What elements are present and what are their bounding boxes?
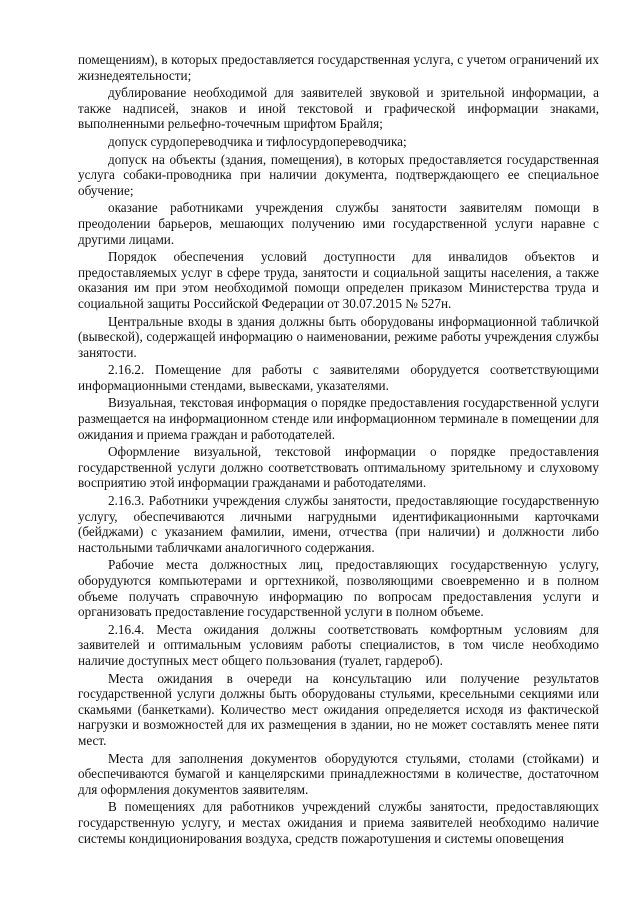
paragraph-form-filling-places: Места для заполнения документов оборудуются стульями, столами (стойками) и обеспечиваются бумагой и канцелярскими принадлежностями в количестве, достаточном для оформления документов заявителям. xyxy=(78,750,599,797)
paragraph-accessibility-order: Порядок обеспечения условий доступности для инвалидов объектов и предоставляемых услуг в сфере труда, занятости и социальной защиты населения, а также оказания им при этом необходимой помощи определен приказом Министерства труда и социальной защиты Российской Федерации от 30.07.2015 № 527н. xyxy=(78,249,599,311)
paragraph-sign-interpreter: допуск сурдопереводчика и тифлосурдопереводчика; xyxy=(108,133,407,149)
paragraph-2-16-4: 2.16.4. Места ожидания должны соответствовать комфортным условиям для заявителей и оптимальным условиям работы специалистов, в том числе необходимо наличие доступных мест общего пользования (туалет, гардероб). xyxy=(78,621,599,668)
paragraph-visual-info: Визуальная, текстовая информация о порядке предоставления государственной услуги размещается на информационном стенде или информационном терминале в помещении для ожидания и приема граждан и работодателей. xyxy=(78,395,599,442)
paragraph-assistance: оказание работниками учреждения службы занятости заявителям помощи в преодолении барьеров, мешающих получению ими государственной услуги наравне с другими лицами. xyxy=(78,200,599,247)
paragraph-entrances: Центральные входы в здания должны быть оборудованы информационной табличкой (вывеской), содержащей информацию о наименовании, режиме работы учреждения службы занятости. xyxy=(78,313,599,360)
paragraph-continuation: помещениям), в которых предоставляется государственная услуга, с учетом ограничений их жизнедеятельности; xyxy=(78,52,599,83)
paragraph-2-16-2: 2.16.2. Помещение для работы с заявителями оборудуется соответствующими информационными стендами, вывесками, указателями. xyxy=(78,362,599,393)
document-page xyxy=(78,52,599,848)
paragraph-info-design: Оформление визуальной, текстовой информации о порядке предоставления государственной услуги должно соответствовать оптимальному зрительному и слуховому восприятию этой информации гражданами и работодателями. xyxy=(78,444,599,491)
paragraph-waiting-places: Места ожидания в очереди на консультацию или получение результатов государственной услуги должны быть оборудованы стульями, кресельными секциями или скамьями (банкетками). Количество мест ожидания определяется исходя из фактической нагрузки и возможностей для их размещения в здании, но не может составлять менее пяти мест. xyxy=(78,670,599,748)
paragraph-braille-duplication: дублирование необходимой для заявителей звуковой и зрительной информации, а также надписей, знаков и иной текстовой и графической информации знаками, выполненными рельефно-точечным шрифтом Брайля; xyxy=(78,85,599,132)
paragraph-workplaces: Рабочие места должностных лиц, предоставляющих государственную услугу, оборудуются компьютерами и оргтехникой, позволяющими своевременно и в полном объеме получать справочную информацию по вопросам предоставления услуги и организовать предоставление государственной услуги в полном объеме. xyxy=(78,557,599,620)
paragraph-2-16-3: 2.16.3. Работники учреждения службы занятости, предоставляющие государственную услугу, обеспечиваются личными нагрудными идентификационными карточками (бейджами) с указанием фамилии, имени, отчества (при наличии) и должности либо настольными табличками аналогичного содержания. xyxy=(78,493,599,555)
paragraph-guide-dog: допуск на объекты (здания, помещения), в которых предоставляется государственная услуга собаки-проводника при наличии документа, подтверждающего ее специальное обучение; xyxy=(78,151,599,198)
paragraph-premises-systems: В помещениях для работников учреждений службы занятости, предоставляющих государственную услугу, и местах ожидания и приема заявителей необходимо наличие системы кондиционирования воздуха, средств пожаротушения и системы оповещения xyxy=(78,799,599,846)
